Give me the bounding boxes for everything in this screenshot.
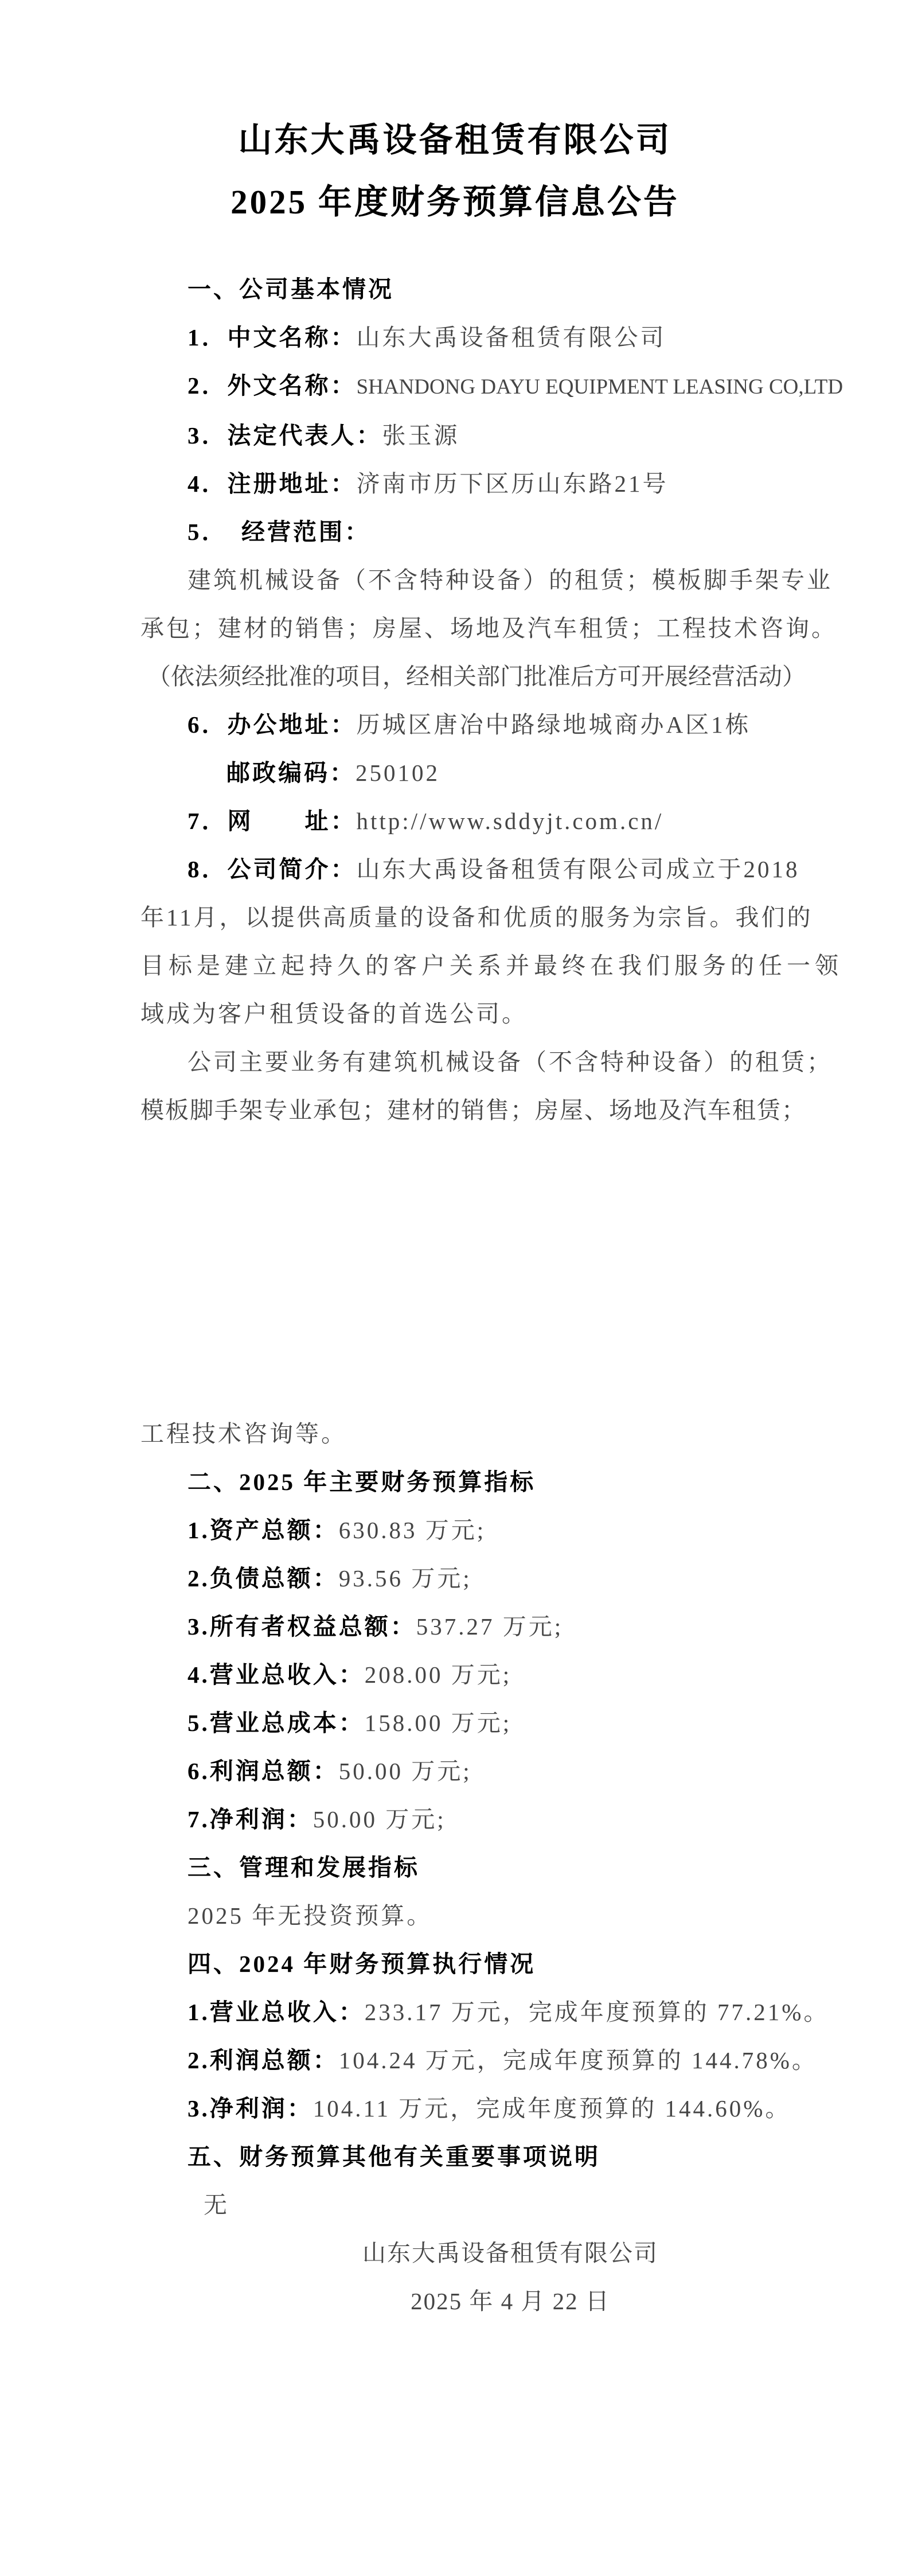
budget-item-total-assets bbox=[140, 1506, 824, 1554]
budget-item-total-revenue bbox=[140, 1651, 824, 1699]
budget-item-total-cost-value: 158.00 万元; bbox=[364, 1710, 512, 1736]
field-office-address bbox=[140, 701, 824, 749]
section1-heading: 一、公司基本情况 bbox=[188, 276, 394, 302]
signature-date: 2025 年 4 月 22 日 bbox=[411, 2288, 610, 2314]
business-scope-line3: （依法须经批准的项目，经相关部门批准后方可开展经营活动） bbox=[147, 663, 806, 690]
execution-item-net-profit bbox=[140, 2084, 824, 2133]
execution-item-total-revenue bbox=[140, 1988, 830, 2036]
document-title bbox=[0, 0, 910, 233]
execution-item-net-profit-label: 3.净利润： bbox=[188, 2095, 313, 2122]
field-foreign-name bbox=[140, 361, 843, 411]
budget-item-net-profit-value: 50.00 万元; bbox=[313, 1806, 446, 1832]
field-chinese-name-value: 山东大禹设备租赁有限公司 bbox=[356, 324, 666, 351]
field-registered-address-value: 济南市历下区历山东路21号 bbox=[356, 470, 669, 497]
field-office-address-value: 历城区唐冶中路绿地城商办A区1栋 bbox=[356, 711, 751, 738]
budget-item-total-assets-value: 630.83 万元; bbox=[338, 1517, 486, 1543]
field-foreign-name-label: 2．外文名称： bbox=[188, 372, 357, 399]
signature-company-name: 山东大禹设备租赁有限公司 bbox=[362, 2240, 658, 2266]
business-scope-line1: 建筑机械设备（不含特种设备）的租赁；模板脚手架专业 bbox=[188, 567, 833, 593]
main-business-line1: 公司主要业务有建筑机械设备（不含特种设备）的租赁； bbox=[188, 1049, 833, 1075]
company-profile-line2: 年11月，以提供高质量的设备和优质的服务为宗旨。我们的 bbox=[140, 904, 813, 931]
field-foreign-name-value: SHANDONG DAYU EQUIPMENT LEASING CO,LTD bbox=[356, 375, 843, 399]
budget-item-total-profit-label: 6.利润总额： bbox=[188, 1758, 339, 1784]
section3-heading: 三、管理和发展指标 bbox=[188, 1854, 420, 1881]
budget-item-net-profit-label: 7.净利润： bbox=[188, 1806, 313, 1832]
section5-heading: 五、财务预算其他有关重要事项说明 bbox=[188, 2143, 600, 2170]
field-website bbox=[140, 797, 824, 845]
budget-item-net-profit bbox=[140, 1795, 824, 1843]
company-profile-line1 bbox=[140, 845, 824, 893]
budget-item-owners-equity bbox=[140, 1602, 824, 1651]
company-profile-line4: 域成为客户租赁设备的首选公司。 bbox=[140, 1001, 528, 1027]
execution-item-total-profit-label: 2.利润总额： bbox=[188, 2047, 339, 2073]
field-legal-representative bbox=[140, 411, 824, 460]
budget-item-total-assets-label: 1.资产总额： bbox=[188, 1517, 339, 1543]
field-company-profile-label: 8．公司简介： bbox=[188, 856, 357, 882]
budget-item-total-revenue-label: 4.营业总收入： bbox=[188, 1661, 365, 1688]
field-website-label: 7．网 址： bbox=[188, 808, 357, 834]
field-registered-address-label: 4．注册地址： bbox=[188, 470, 357, 497]
section5-note: 无 bbox=[204, 2192, 229, 2218]
budget-item-total-cost bbox=[140, 1699, 824, 1747]
execution-item-total-profit bbox=[140, 2036, 824, 2084]
business-scope-line2: 承包；建材的销售；房屋、场地及汽车租赁；工程技术咨询。 bbox=[140, 615, 837, 641]
field-legal-representative-value: 张玉源 bbox=[382, 422, 460, 449]
company-profile-line1-text: 山东大禹设备租赁有限公司成立于2018 bbox=[356, 856, 800, 882]
section2-heading: 二、2025 年主要财务预算指标 bbox=[188, 1469, 536, 1495]
budget-item-total-revenue-value: 208.00 万元; bbox=[364, 1661, 512, 1688]
document-title-line1: 山东大禹设备租赁有限公司 bbox=[238, 121, 672, 159]
section4-heading: 四、2024 年财务预算执行情况 bbox=[188, 1951, 536, 1977]
field-legal-representative-label: 3．法定代表人： bbox=[188, 422, 382, 449]
document-body bbox=[140, 265, 843, 2325]
document-title-line2: 2025 年度财务预算信息公告 bbox=[231, 183, 679, 221]
field-registered-address bbox=[140, 460, 824, 508]
budget-item-total-liabilities bbox=[140, 1554, 824, 1602]
field-chinese-name bbox=[140, 313, 824, 361]
budget-item-total-profit bbox=[140, 1747, 824, 1795]
field-postal-code-value: 250102 bbox=[356, 760, 440, 786]
field-business-scope-label: 5． 经营范围： bbox=[188, 519, 370, 545]
field-postal-code bbox=[140, 749, 824, 797]
field-website-value: http://www.sddyjt.com.cn/ bbox=[356, 808, 664, 834]
signature-block bbox=[362, 2229, 658, 2325]
execution-item-total-revenue-value: 233.17 万元，完成年度预算的 77.21%。 bbox=[364, 1999, 830, 2025]
main-business-line3: 工程技术咨询等。 bbox=[140, 1421, 347, 1447]
field-office-address-label: 6．办公地址： bbox=[188, 711, 357, 738]
field-chinese-name-label: 1．中文名称： bbox=[188, 324, 357, 351]
execution-item-total-revenue-label: 1.营业总收入： bbox=[188, 1999, 365, 2025]
budget-item-total-liabilities-value: 93.56 万元; bbox=[338, 1565, 472, 1591]
execution-item-total-profit-value: 104.24 万元，完成年度预算的 144.78%。 bbox=[338, 2047, 818, 2073]
budget-item-owners-equity-value: 537.27 万元; bbox=[416, 1613, 564, 1640]
budget-item-total-profit-value: 50.00 万元; bbox=[338, 1758, 472, 1784]
budget-item-total-cost-label: 5.营业总成本： bbox=[188, 1710, 365, 1736]
field-postal-code-label: 邮政编码： bbox=[226, 760, 356, 786]
section3-note: 2025 年无投资预算。 bbox=[188, 1902, 433, 1929]
budget-item-total-liabilities-label: 2.负债总额： bbox=[188, 1565, 339, 1591]
budget-item-owners-equity-label: 3.所有者权益总额： bbox=[188, 1613, 416, 1640]
main-business-line2: 模板脚手架专业承包；建材的销售；房屋、场地及汽车租赁； bbox=[140, 1097, 806, 1123]
execution-item-net-profit-value: 104.11 万元，完成年度预算的 144.60%。 bbox=[313, 2095, 791, 2122]
company-profile-line3: 目标是建立起持久的客户关系并最终在我们服务的任一领 bbox=[140, 952, 843, 979]
